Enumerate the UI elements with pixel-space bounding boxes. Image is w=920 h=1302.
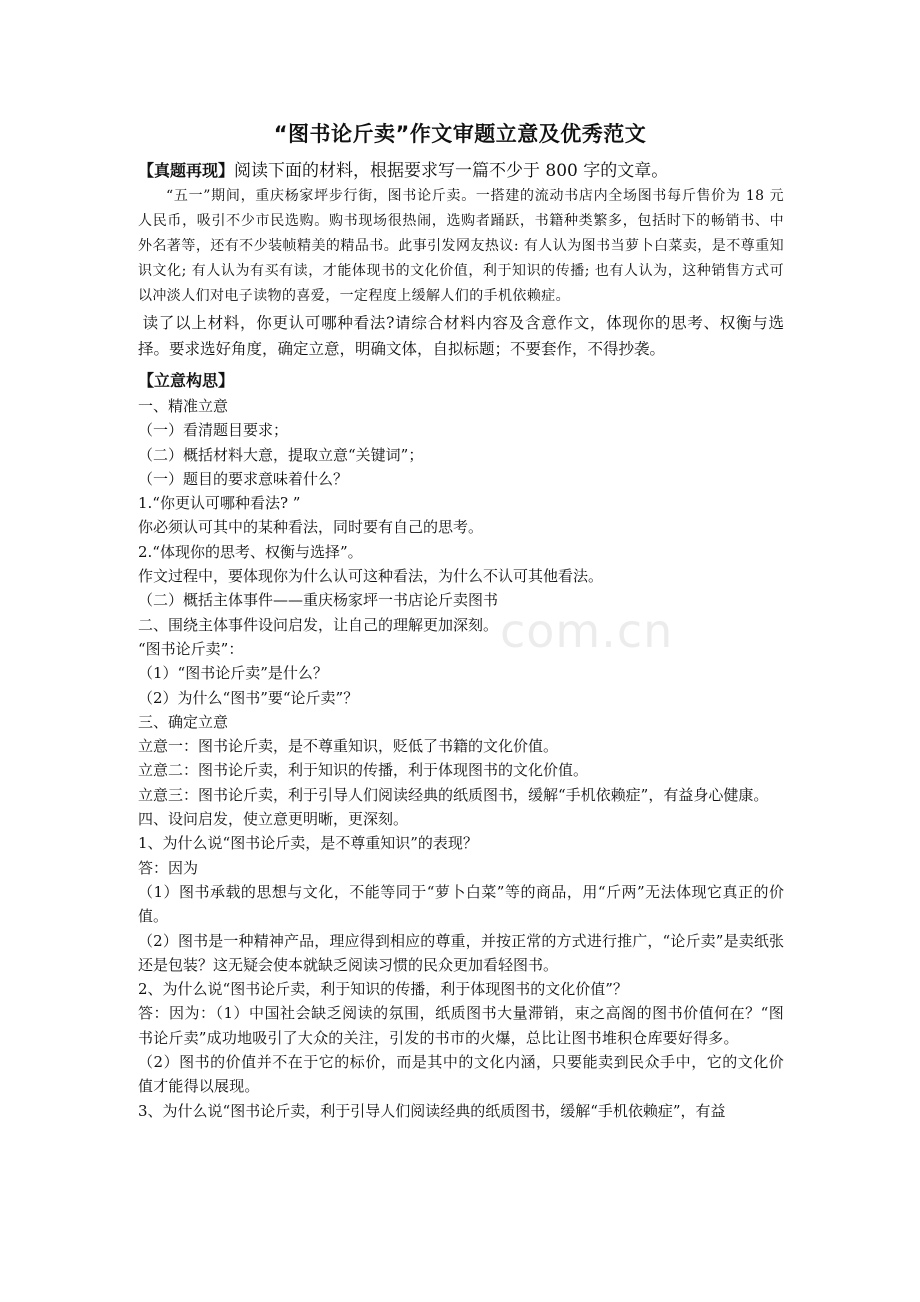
body-line: 1、为什么说“图书论斤卖，是不尊重知识”的表现？ [138, 834, 478, 853]
body-line: 3、为什么说“图书论斤卖，利于引导人们阅读经典的纸质图书，缓解“手机依赖症”，有益 [138, 1101, 726, 1120]
body-line: （二）概括主体事件——重庆杨家坪一书店论斤卖图书 [138, 591, 499, 610]
body-line: （一）看清题目要求； [138, 421, 289, 440]
body-line: 立意一：图书论斤卖，是不尊重知识，贬低了书籍的文化价值。 [138, 737, 559, 756]
watermark: com.cn [500, 604, 674, 658]
body-line: 作文过程中，要体现你为什么认可这种看法，为什么不认可其他看法。 [138, 567, 604, 586]
body-line: （2）图书的价值并不在于它的标价，而是其中的文化内涵，只要能卖到民众手中，它的文化价值才能得以展现。 [138, 1053, 784, 1096]
prompt-text: 阅读下面的材料，根据要求写一篇不少于 800 字的文章。 [234, 161, 669, 181]
body-line: 你必须认可其中的某种看法，同时要有自己的思考。 [138, 518, 484, 537]
section-heading-ideas: 【立意构思】 [138, 371, 235, 390]
body-line: （二）概括材料大意，提取立意“关键词”； [138, 445, 424, 464]
body-line: 答：因为 [138, 858, 199, 877]
document-body [138, 158, 784, 1123]
body-line: 三、确定立意 [138, 712, 229, 731]
body-line: （1）“图书论斤卖”是什么？ [138, 664, 328, 683]
body-line: （1）图书承载的思想与文化，不能等同于“萝卜白菜”等的商品，用“斤两”无法体现它真正的价值。 [138, 882, 784, 926]
body-line: 2、为什么说“图书论斤卖，利于知识的传播，利于体现图书的文化价值”？ [138, 980, 628, 999]
body-line: 四、设问启发，使立意更明晰，更深刻。 [138, 810, 409, 829]
body-line: 答：因为：（1）中国社会缺乏阅读的氛围，纸质图书大量滞销，束之高阁的图书价值何在？“图书论斤卖”成功地吸引了大众的关注，引发的书市的火爆，总比让图书堆积仓库要好得多。 [138, 1004, 784, 1047]
body-line: 2.“体现你的思考、权衡与选择”。 [138, 542, 363, 561]
prompt-paragraph [138, 158, 784, 184]
body-line: （2）为什么“图书”要“论斤卖”？ [138, 688, 359, 707]
material-paragraph: “五一”期间，重庆杨家坪步行街，图书论斤卖。一搭建的流动书店内全场图书每斤售价为 18 元人民币，吸引不少市民选购。购书现场很热闹，选购者踊跃，书籍种类繁多，包括时下的畅销书、中外名著等，还有不少装帧精美的精品书。此事引发网友热议: 有人认为图书当萝卜白菜卖，是不尊重知识文化; 有人认为有买有读，才能体现书的文化价值，利于知识的传播; 也有人认为，这种销售方式可以冲淡人们对电子读物的喜爱，一定程度上缓解人们的手机依赖症。 [138, 188, 784, 304]
body-line: （一）题目的要求意味着什么？ [138, 469, 349, 488]
body-line: 一、精准立意 [138, 397, 229, 415]
body-line: （2）图书是一种精神产品，理应得到相应的尊重，并按正常的方式进行推广，“论斤卖”是卖纸张还是包装？这无疑会使本就缺乏阅读习惯的民众更加看轻图书。 [138, 931, 784, 974]
body-line: 立意二：图书论斤卖，利于知识的传播，利于体现图书的文化价值。 [138, 761, 589, 780]
body-line: 立意三：图书论斤卖，利于引导人们阅读经典的纸质图书，缓解“手机依赖症”，有益身心健康。 [138, 785, 769, 804]
body-line: 1.“你更认可哪种看法? ” [138, 494, 301, 513]
body-line: “图书论斤卖”： [138, 639, 244, 658]
body-line: 二、围绕主体事件设问启发，让自己的理解更加深刻。 [138, 615, 499, 634]
document-title: “图书论斤卖”作文审题立意及优秀范文 [273, 122, 647, 146]
prompt-heading: 【真题再现】 [138, 161, 235, 180]
requirement-paragraph: 读了以上材料，你更认可哪种看法?请综合材料内容及含意作文，体现你的思考、权衡与选择。要求选好角度，确定立意，明确文体，自拟标题；不要套作，不得抄袭。 [138, 314, 784, 358]
